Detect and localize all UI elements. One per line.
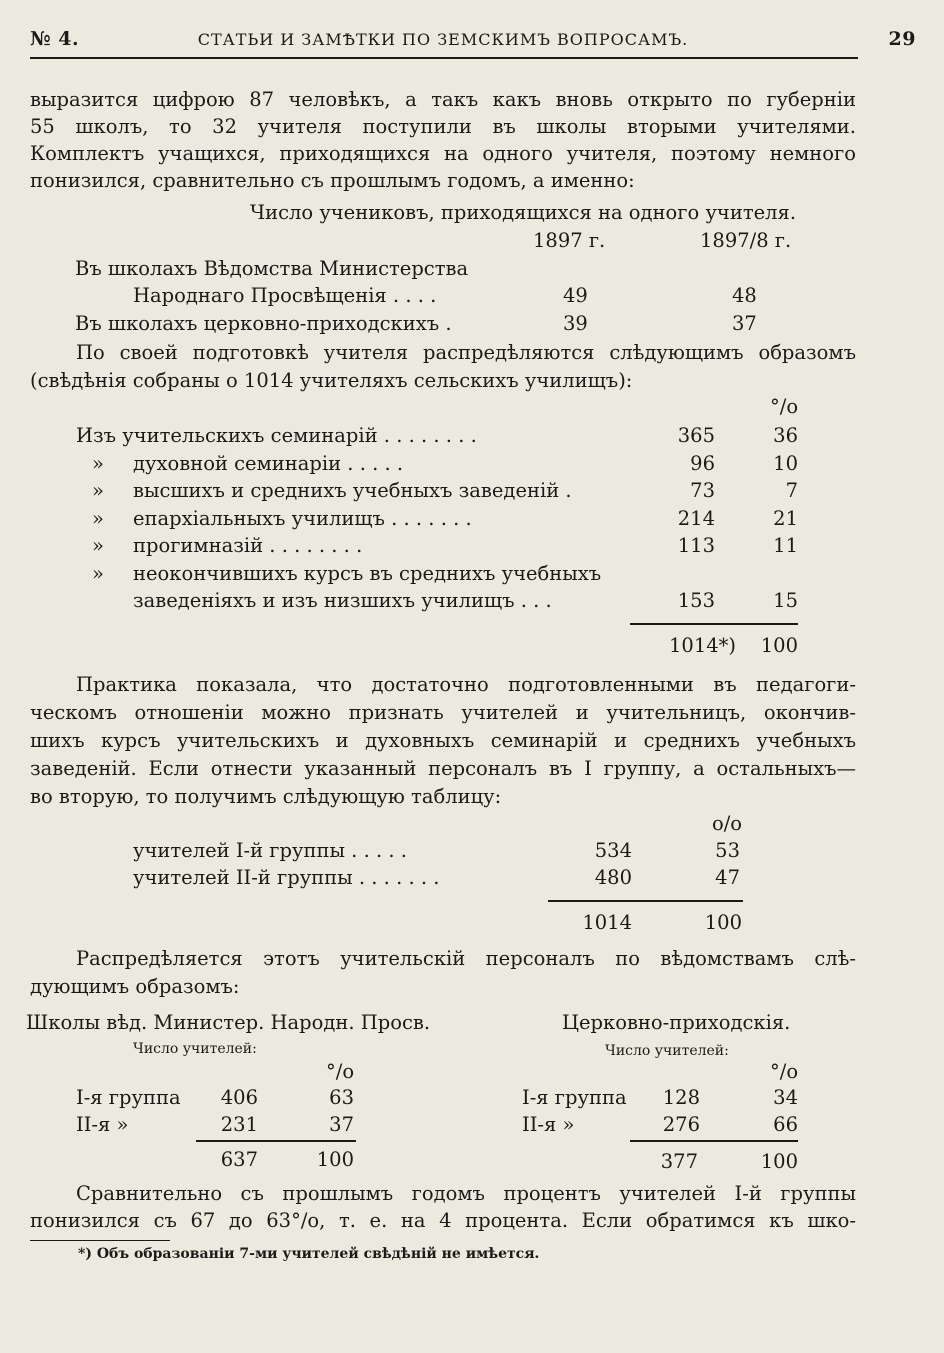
- table2-row-label: прогимназій . . . . . . . .: [133, 534, 363, 557]
- para2-line: (свѣдѣнія собраны о 1014 учителяхъ сельскихъ училищъ):: [30, 369, 633, 392]
- para2-line: По своей подготовкѣ учителя распредѣляются слѣдующимъ образомъ: [76, 341, 856, 364]
- table3-total-count: 1014: [582, 911, 632, 934]
- para3-line: Практика показала, что достаточно подготовленными въ педагоги-: [76, 673, 856, 696]
- table3-row-label: учителей II-й группы . . . . . . .: [133, 866, 440, 889]
- table4-right-row-label: I-я группа: [522, 1086, 627, 1109]
- table4-left-total-pct: 100: [316, 1148, 354, 1171]
- table2-row-pct: 36: [773, 424, 798, 447]
- table4-right-row-count: 128: [662, 1086, 700, 1109]
- table1-row1-label: Народнаго Просвѣщенія . . . .: [133, 284, 437, 307]
- table1-row1-label: Въ школахъ Вѣдомства Министерства: [75, 257, 469, 280]
- table2-pct-header: °/o: [770, 395, 799, 418]
- para5-line: понизился съ 67 до 63°/o, т. е. на 4 процента. Если обратимся къ шко-: [30, 1209, 856, 1232]
- table4-left-row-label: II-я »: [76, 1113, 129, 1136]
- table2-row-prefix: »: [92, 562, 104, 585]
- table2-total-rule: [630, 623, 798, 625]
- table4-left-title: Школы вѣд. Министер. Народн. Просв.: [26, 1011, 431, 1034]
- para4-line: Распредѣляется этотъ учительскій персоналъ по вѣдомствамъ слѣ-: [76, 947, 856, 970]
- table4-left-pct-header: °/o: [326, 1060, 355, 1083]
- table2-row-label: духовной семинаріи . . . . .: [133, 452, 404, 475]
- table1-row2-v1: 39: [563, 312, 588, 335]
- table3-row-pct: 47: [715, 866, 740, 889]
- table2-total-pct: 100: [760, 634, 798, 657]
- table2-row-label: высшихъ и среднихъ учебныхъ заведеній .: [133, 479, 572, 502]
- table4-right-pct-header: °/o: [770, 1060, 799, 1083]
- para3-line: шихъ курсъ учительскихъ и духовныхъ семинарій и среднихъ учебныхъ: [30, 729, 856, 752]
- table2-row-label: неокончившихъ курсъ въ среднихъ учебныхъ: [133, 562, 602, 585]
- para3-line: во вторую, то получимъ слѣдующую таблицу:: [30, 785, 502, 808]
- table3-total-rule: [548, 900, 743, 902]
- table2-row-count: 96: [690, 452, 715, 475]
- table4-left-subtitle: Число учителей:: [133, 1041, 257, 1057]
- table1-year1: 1897 г.: [533, 229, 606, 252]
- table2-row-label: заведеніяхъ и изъ низшихъ училищъ . . .: [133, 589, 552, 612]
- table2-row-prefix: »: [92, 452, 104, 475]
- table3-row-pct: 53: [715, 839, 740, 862]
- table2-row-count: 73: [690, 479, 715, 502]
- table2-row-pct: 7: [785, 479, 798, 502]
- para1-line: 55 школъ, то 32 учителя поступили въ школы вторыми учителями.: [30, 115, 856, 138]
- table4-left-total-count: 637: [220, 1148, 258, 1171]
- table4-right-row-count: 276: [662, 1113, 700, 1136]
- table1-caption: Число учениковъ, приходящихся на одного учителя.: [250, 201, 797, 224]
- table4-right-total-rule: [630, 1140, 798, 1142]
- table4-left-row-count: 406: [220, 1086, 258, 1109]
- table2-row-prefix: »: [92, 479, 104, 502]
- table2-row-prefix: »: [92, 534, 104, 557]
- table1-year2: 1897/8 г.: [700, 229, 792, 252]
- header-title: СТАТЬИ И ЗАМѢТКИ ПО ЗЕМСКИМЪ ВОПРОСАМЪ.: [197, 30, 689, 49]
- table4-right-title: Церковно-приходскія.: [562, 1011, 791, 1034]
- running-header: [30, 28, 916, 56]
- table4-right-row-label: II-я »: [522, 1113, 575, 1136]
- issue-number: № 4.: [30, 28, 80, 50]
- para4-line: дующимъ образомъ:: [30, 975, 240, 998]
- table2-total-count: 1014*): [669, 634, 736, 657]
- table4-left-row-count: 231: [220, 1113, 258, 1136]
- table4-right-total-count: 377: [660, 1150, 698, 1173]
- para1-line: Комплектъ учащихся, приходящихся на одного учителя, поэтому немного: [30, 142, 856, 165]
- table2-row-pct: 21: [773, 507, 798, 530]
- table3-total-pct: 100: [704, 911, 742, 934]
- table4-left-row-label: I-я группа: [76, 1086, 181, 1109]
- table2-row-pct: 10: [773, 452, 798, 475]
- table4-right-total-pct: 100: [760, 1150, 798, 1173]
- table2-row-prefix: »: [92, 507, 104, 530]
- table3-pct-header: o/o: [712, 812, 743, 835]
- table4-right-row-pct: 34: [773, 1086, 798, 1109]
- table2-row-count: 153: [677, 589, 715, 612]
- table4-left-total-rule: [196, 1140, 356, 1142]
- table2-row-label: епархіальныхъ училищъ . . . . . . .: [133, 507, 472, 530]
- table1-row2-label: Въ школахъ церковно-приходскихъ .: [75, 312, 452, 335]
- table3-row-count: 480: [594, 866, 632, 889]
- table1-row2-v2: 37: [732, 312, 757, 335]
- table3-row-count: 534: [594, 839, 632, 862]
- table1-row1-v1: 49: [563, 284, 588, 307]
- para3-line: заведеній. Если отнести указанный персоналъ въ I группу, а остальныхъ—: [30, 757, 856, 780]
- table1-row1-v2: 48: [732, 284, 757, 307]
- para5-line: Сравнительно съ прошлымъ годомъ процентъ учителей I-й группы: [76, 1182, 856, 1205]
- table4-right-subtitle: Число учителей:: [605, 1043, 729, 1059]
- footnote-rule: [30, 1240, 170, 1241]
- table2-row-count: 365: [677, 424, 715, 447]
- footnote: *) Объ образованіи 7-ми учителей свѣдѣній не имѣется.: [78, 1246, 540, 1262]
- table2-row-label: Изъ учительскихъ семинарій . . . . . . . .: [76, 424, 477, 447]
- table2-row-pct: 11: [773, 534, 798, 557]
- table2-row-count: 214: [677, 507, 715, 530]
- header-rule: [30, 57, 858, 59]
- table3-row-label: учителей I-й группы . . . . .: [133, 839, 407, 862]
- para1-line: выразится цифрою 87 человѣкъ, а такъ какъ вновь открыто по губерніи: [30, 88, 856, 111]
- table4-right-row-pct: 66: [773, 1113, 798, 1136]
- page-number: 29: [888, 28, 916, 50]
- para3-line: ческомъ отношеніи можно признать учителей и учительницъ, окончив-: [30, 701, 856, 724]
- table2-row-count: 113: [677, 534, 715, 557]
- table2-row-pct: 15: [773, 589, 798, 612]
- para1-line: понизился, сравнительно съ прошлымъ годомъ, а именно:: [30, 169, 635, 192]
- table4-left-row-pct: 37: [329, 1113, 354, 1136]
- table4-left-row-pct: 63: [329, 1086, 354, 1109]
